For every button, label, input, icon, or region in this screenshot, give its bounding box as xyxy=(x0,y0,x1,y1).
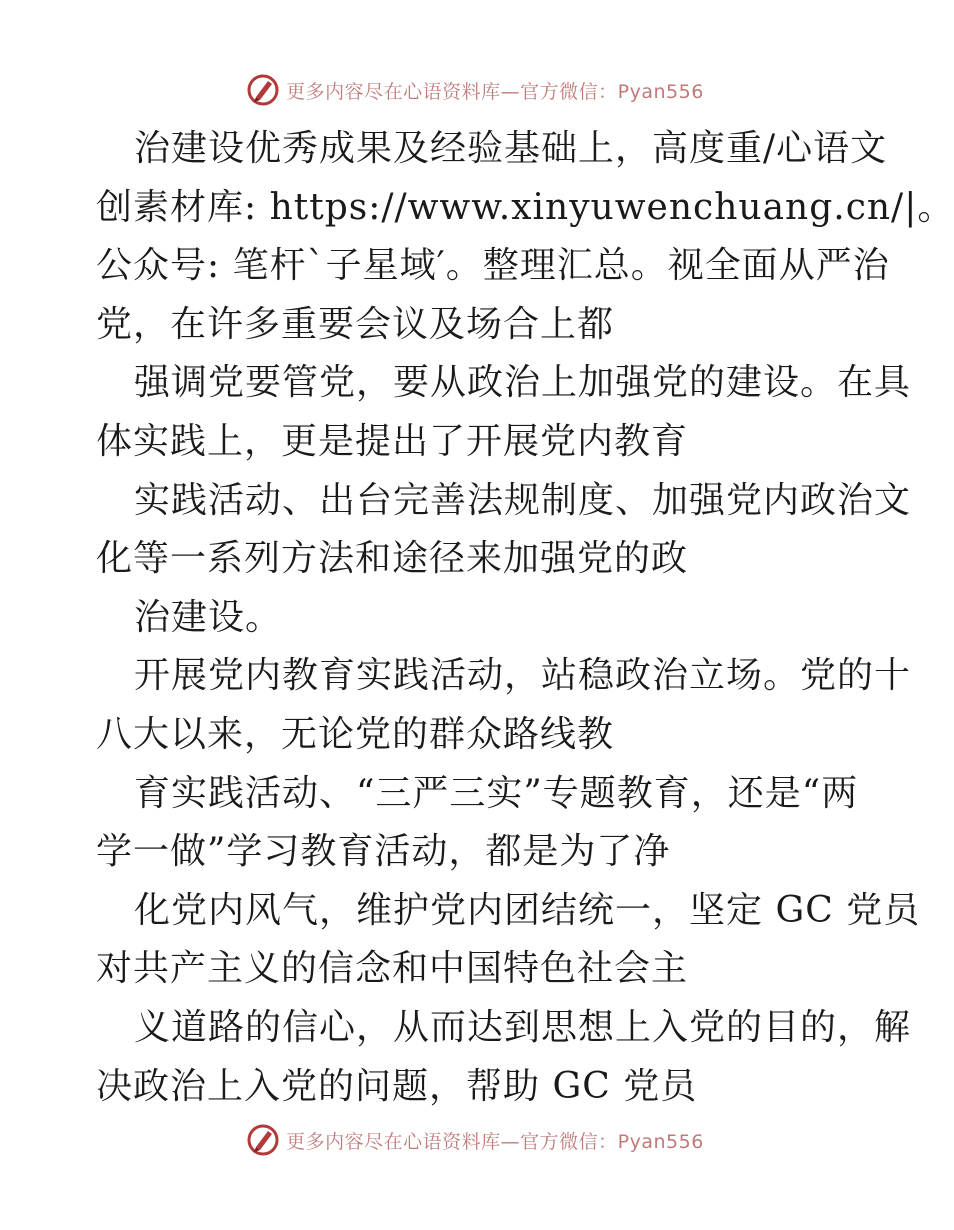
text-line: 开展党内教育实践活动，站稳政治立场。党的十 xyxy=(134,655,912,697)
text-line: 治建设优秀成果及经验基础上，高度重/心语文 xyxy=(134,128,888,169)
header-watermark-text: 更多内容尽在心语资料库—官方微信：Pyan556 xyxy=(286,80,704,103)
text-line: 育实践活动、“三严三实”专题教育，还是“两 xyxy=(134,772,859,814)
text-line: 义道路的信心，从而达到思想上入党的目的，解 xyxy=(134,1006,912,1048)
text-line: 实践活动、出台完善法规制度、加强党内政治文 xyxy=(134,479,912,521)
pen-logo-icon xyxy=(246,73,280,107)
text-line: 公众号: 笔杆`子星域′。整理汇总。视全面从严治 xyxy=(96,245,890,287)
footer-watermark-text: 更多内容尽在心语资料库—官方微信：Pyan556 xyxy=(286,1130,704,1153)
text-line: 八大以来，无论党的群众路线教 xyxy=(96,713,615,755)
text-line: 学一做”学习教育活动，都是为了净 xyxy=(96,831,671,873)
pen-logo-icon xyxy=(246,1123,280,1157)
text-line: 决政治上入党的问题，帮助 GC 党员 xyxy=(96,1065,698,1107)
document-body xyxy=(96,120,954,1116)
text-line: 强调党要管党，要从政治上加强党的建设。在具 xyxy=(134,362,912,404)
text-line: 创素材库: https://www.xinyuwenchuang.cn/|。 xyxy=(96,186,954,228)
text-line: 治建设。 xyxy=(134,596,283,638)
text-line: 化党内风气，维护党内团结统一，坚定 GC 党员 xyxy=(134,889,921,931)
text-line: 化等一系列方法和途径来加强党的政 xyxy=(96,538,689,580)
footer-watermark xyxy=(0,1120,950,1160)
text-line: 对共产主义的信念和中国特色社会主 xyxy=(96,948,689,990)
text-line: 党，在许多重要会议及场合上都 xyxy=(96,303,615,345)
header-watermark xyxy=(0,70,950,110)
text-line: 体实践上，更是提出了开展党内教育 xyxy=(96,420,689,462)
